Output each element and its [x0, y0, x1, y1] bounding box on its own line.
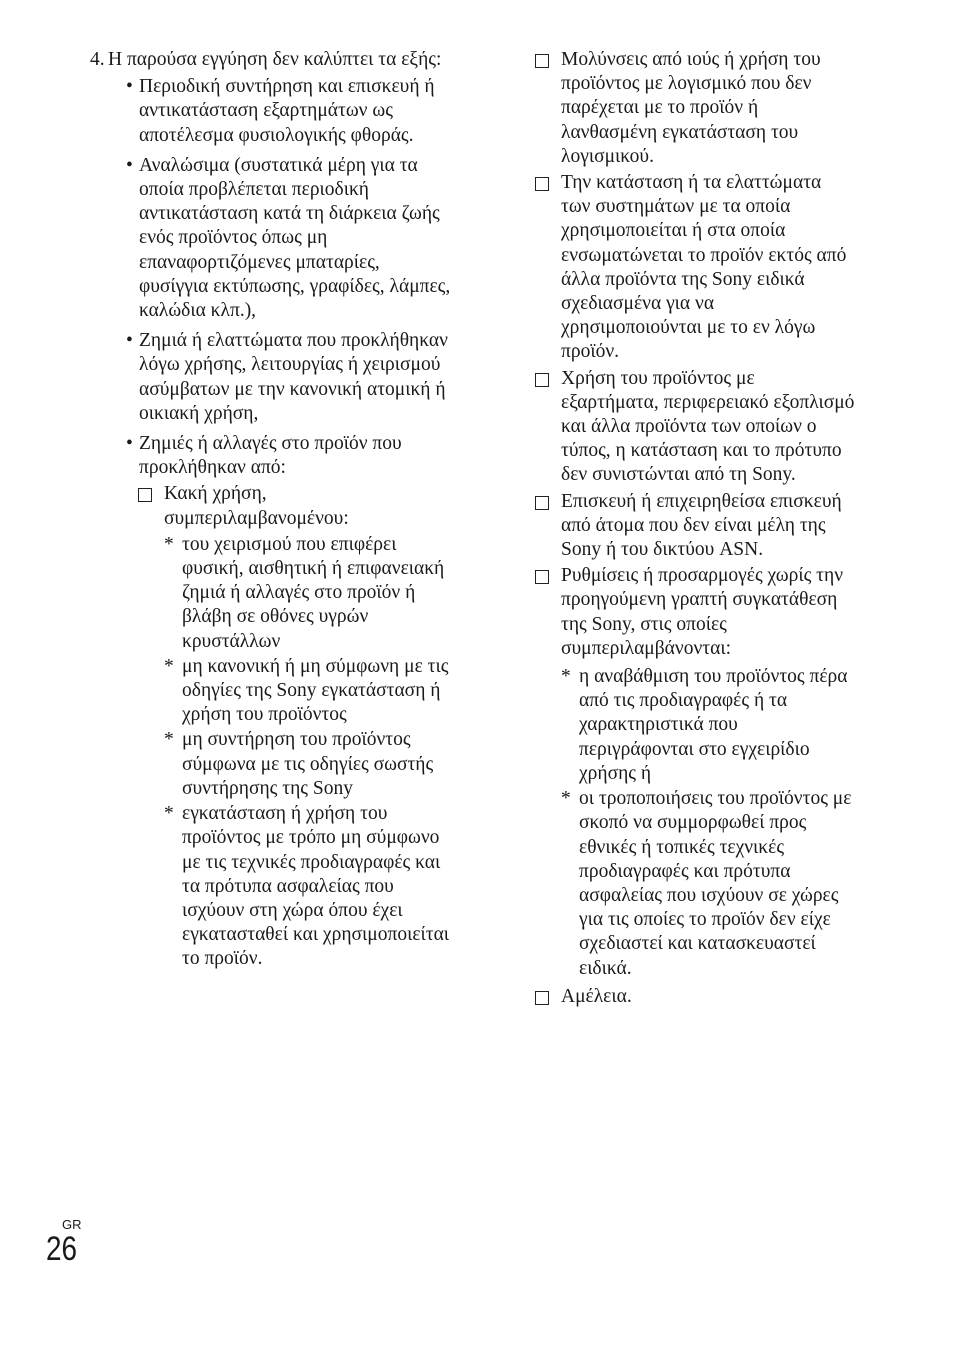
sub-item-text: η αναβάθμιση του προϊόντος πέρα από τις προδιαγραφές ή τα χαρακτηριστικά που περιγράφονται στο εγχειρίδιο χρήσης ή — [579, 666, 848, 784]
sub-list-item — [164, 655, 452, 728]
asterisk-icon: * — [164, 803, 174, 825]
sub-item-text: του χειρισμού που επιφέρει φυσική, αισθητική ή επιφανειακή ζημιά ή αλλαγές στο προϊόν ή βλάβη σε οθόνες υγρών κρυστάλλων — [182, 533, 445, 652]
section-intro — [90, 48, 452, 72]
box-item-text: Αμέλεια. — [561, 985, 632, 1007]
checkbox-square-icon — [535, 54, 549, 68]
box-item-text: Μολύνσεις από ιούς ή χρήση του προϊόντος με λογισμικό που δεν παρέχεται με το προϊόν ή λανθασμένη εγκατάσταση του λογισμικού. — [561, 49, 821, 167]
sub-item-text: μη κανονική ή μη σύμφωνη με τις οδηγίες της Sony εγκατάσταση ή χρήση του προϊόντος — [182, 655, 449, 726]
section-number: 4. — [90, 49, 105, 70]
bullet-text: Ζημιά ή ελαττώματα που προκλήθηκαν λόγω χρήσης, λειτουργίας ή χειρισμού ασύμβατων με την κανονική ατομική ή οικιακή χρήση, — [139, 330, 448, 424]
bullet-text: Ζημιές ή αλλαγές στο προϊόν που προκλήθηκαν από: — [139, 433, 402, 479]
box-item-text: Την κατάσταση ή τα ελαττώματα των συστημάτων με τα οποία χρησιμοποιείται ή στα οποία ενσωματώνεται το προϊόν εκτός από άλλα προϊόντα της Sony ειδικά σχεδιασμένα για να χρησιμοποιούνται με το εν λόγω προϊόν. — [561, 172, 847, 363]
box-list-item — [535, 490, 855, 563]
sub-list-item — [561, 787, 855, 981]
asterisk-icon: * — [164, 729, 174, 751]
checkbox-square-icon — [535, 991, 549, 1005]
box-item-text: Ρυθμίσεις ή προσαρμογές χωρίς την προηγούμενη γραπτή συγκατάθεση της Sony, στις οποίες συμπεριλαμβάνονται: — [561, 565, 844, 659]
box-item-text: Κακή χρήση, συμπεριλαμβανομένου: — [164, 483, 349, 529]
box-item-text: Χρήση του προϊόντος με εξαρτήματα, περιφερειακό εξοπλισμό και άλλα προϊόντα των οποίων ο τύπος, η κατάσταση και το πρότυπο δεν συνιστώνται από τη Sony. — [561, 367, 855, 486]
bullet-item — [126, 75, 452, 148]
bullet-text: Αναλώσιμα (συστατικά μέρη για τα οποία προβλέπεται περιοδική αντικατάσταση κατά τη διάρκεια ζωής ενός προϊόντος όπως μη επαναφορτιζόμενες μπαταρίες, φυσίγγια εκτύπωσης, γραφίδες, λάμπες, καλώδια κλπ.), — [139, 154, 451, 322]
bullet-dot-icon: • — [126, 76, 133, 98]
box-list-item — [535, 48, 855, 169]
sub-list-item — [561, 665, 855, 786]
section-intro-text: Η παρούσα εγγύηση δεν καλύπτει τα εξής: — [108, 49, 442, 70]
checkbox-square-icon — [535, 177, 549, 191]
page-number: 26 — [46, 1230, 78, 1268]
box-list-item — [535, 564, 855, 661]
left-column — [90, 48, 452, 973]
box-list-item — [138, 482, 452, 530]
sub-list-item — [164, 533, 452, 654]
sub-list-item — [164, 728, 452, 801]
sub-item-text: οι τροποποιήσεις του προϊόντος με σκοπό να συμμορφωθεί προς εθνικές ή τοπικές τεχνικές προδιαγραφές και πρότυπα ασφαλείας που ισχύουν σε χώρες για τις οποίες το προϊόν δεν είχε σχεδιαστεί και κατασκευαστεί ειδικά. — [579, 788, 852, 979]
asterisk-icon: * — [561, 666, 571, 688]
bullet-text: Περιοδική συντήρηση και επισκευή ή αντικατάσταση εξαρτημάτων ως αποτέλεσμα φυσιολογικής φθοράς. — [139, 76, 435, 146]
checkbox-square-icon — [535, 496, 549, 510]
bullet-dot-icon: • — [126, 154, 133, 176]
checkbox-square-icon — [535, 570, 549, 584]
checkbox-square-icon — [138, 488, 152, 502]
bullet-item — [126, 329, 452, 426]
checkbox-square-icon — [535, 373, 549, 387]
sub-list-item — [164, 802, 452, 971]
bullet-dot-icon: • — [126, 433, 133, 455]
asterisk-icon: * — [164, 533, 174, 555]
box-list-item — [535, 367, 855, 488]
box-list-item — [535, 985, 855, 1009]
language-code: GR — [62, 1217, 82, 1232]
bullet-dot-icon: • — [126, 330, 133, 352]
page-footer — [46, 1218, 84, 1266]
asterisk-icon: * — [561, 788, 571, 810]
right-column — [535, 48, 855, 1011]
box-item-text: Επισκευή ή επιχειρηθείσα επισκευή από άτομα που δεν είναι μέλη της Sony ή του δικτύου ASN. — [561, 490, 842, 561]
sub-item-text: εγκατάσταση ή χρήση του προϊόντος με τρόπο μη σύμφωνο με τις τεχνικές προδιαγραφές και τα πρότυπα ασφαλείας που ισχύουν στη χώρα όπου έχει εγκατασταθεί και χρησιμοποιείται το προϊόν. — [182, 803, 450, 970]
sub-item-text: μη συντήρηση του προϊόντος σύμφωνα με τις οδηγίες σωστής συντήρησης της Sony — [182, 729, 434, 799]
bullet-item — [126, 154, 452, 323]
bullet-item — [126, 432, 452, 480]
asterisk-icon: * — [164, 655, 174, 677]
box-list-item — [535, 171, 855, 365]
